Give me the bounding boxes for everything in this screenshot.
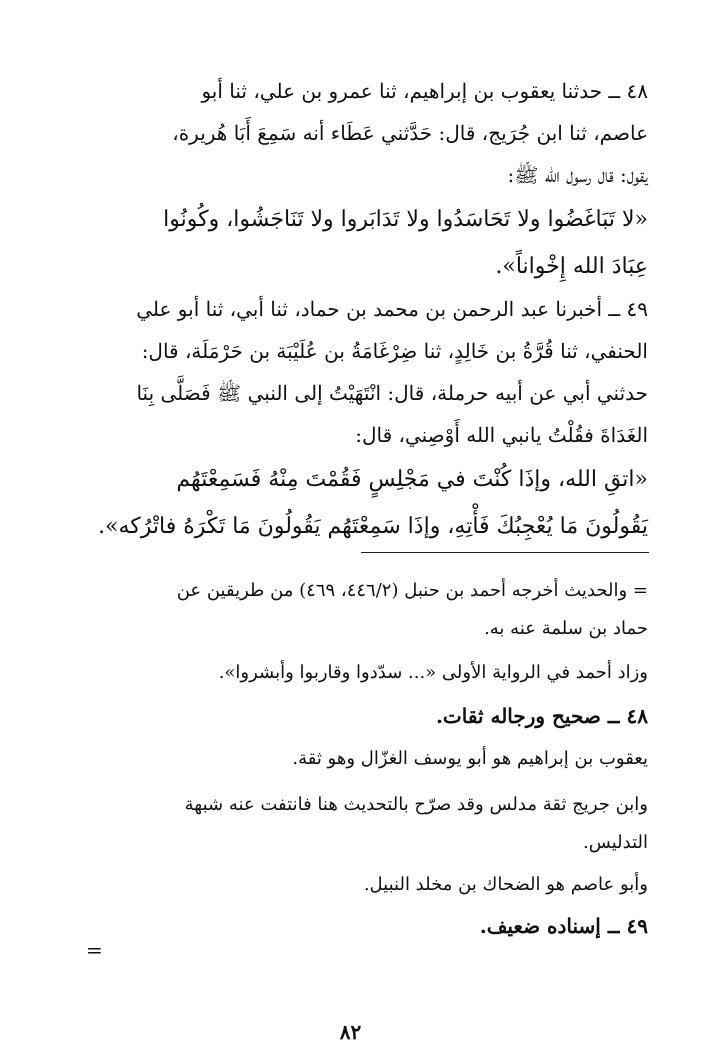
page-number: ٨٢ [339, 1020, 362, 1044]
hadith-49-isnad-line-4: الغَدَاةَ فقُلْتُ يانبي الله أَوْصِني، قال: [355, 423, 648, 447]
hadith-49-matn-line-1: «اتقِ الله، وإذَا كُنْتَ في مَجْلِسٍ فَقُمْتَ مِنْهُ فَسَمِعْتَهُم [176, 467, 648, 492]
hadith-49-isnad-line-3: حدثني أبي عن أبيه حرملة، قال: انْتَهَيْتُ إلى النبي ﷺ فَصَلَّى بِنَا [136, 381, 648, 405]
hadith-48-matn-line-2: عِبَادَ الله إِخْواناً». [495, 254, 648, 279]
footnote-3: يعقوب بن إبراهيم هو أبو يوسف الغزّال وهو ثقة. [292, 748, 648, 769]
footnote-1-line-2: حماد بن سلمة عنه به. [484, 618, 648, 639]
footnote-hadith-48-heading: ٤٨ ــ صحيح ورجاله ثقات. [435, 704, 648, 728]
hadith-48-isnad-line-3: يقول: قال رسول الله ﷺ: [507, 163, 648, 187]
hadith-48-isnad-line-1: ٤٨ ــ حدثنا يعقوب بن إبراهيم، ثنا عمرو بن علي، ثنا أبو [201, 79, 648, 103]
footnotes [88, 572, 648, 946]
footnote-4-line-1: وابن جريج ثقة مدلس وقد صرّح بالتحديث هنا فانتفت عنه شبهة [184, 794, 648, 815]
continuation-mark: = [86, 938, 103, 962]
hadith-49-isnad-line-1: ٤٩ ــ أخبرنا عبد الرحمن بن محمد بن حماد، ثنا أبي، ثنا أبو علي [136, 297, 648, 321]
footnote-4-line-2: التدليس. [583, 832, 648, 853]
hadith-48-isnad-line-2: عاصم، ثنا ابن جُرَيج، قال: حَدَّثني عَطَاء أنه سَمِعَ أَبَا هُريرة، [172, 121, 648, 145]
hadith-49-isnad-line-2: الحنفي، ثنا قُرَّةُ بن خَالِدٍ، ثنا ضِرْغَامَةُ بن عُلَيْبَة بن حَرْمَلَة، قال: [141, 339, 648, 363]
footnote-5: وأبو عاصم هو الضحاك بن مخلد النبيل. [363, 874, 648, 895]
footnote-1-line-1: = والحديث أخرجه أحمد بن حنبل (٤٤٦/٢، ٤٦٩) من طريقين عن [176, 580, 648, 601]
hadith-49-matn-line-2: يَقُولُونَ مَا يُعْجِبُكَ فَأْتِهِ، وإذَا سَمِعْتَهُم يَقُولُونَ مَا تَكْرَهُ فاتْرُكه». [98, 514, 648, 539]
hadith-49 [88, 288, 648, 550]
footnote-divider [361, 552, 649, 553]
hadith-48-matn-line-1: «لا تَبَاغَضُوا ولا تَحَاسَدُوا ولا تَدَابَروا ولا تَنَاجَشُوا، وكُونُوا [163, 207, 648, 232]
footnote-hadith-49-heading: ٤٩ ــ إسناده ضعيف. [479, 914, 648, 938]
footnote-2: وزاد أحمد في الرواية الأولى «... سدّدوا وقاربوا وأبشروا». [218, 662, 648, 683]
hadith-48 [88, 70, 648, 290]
